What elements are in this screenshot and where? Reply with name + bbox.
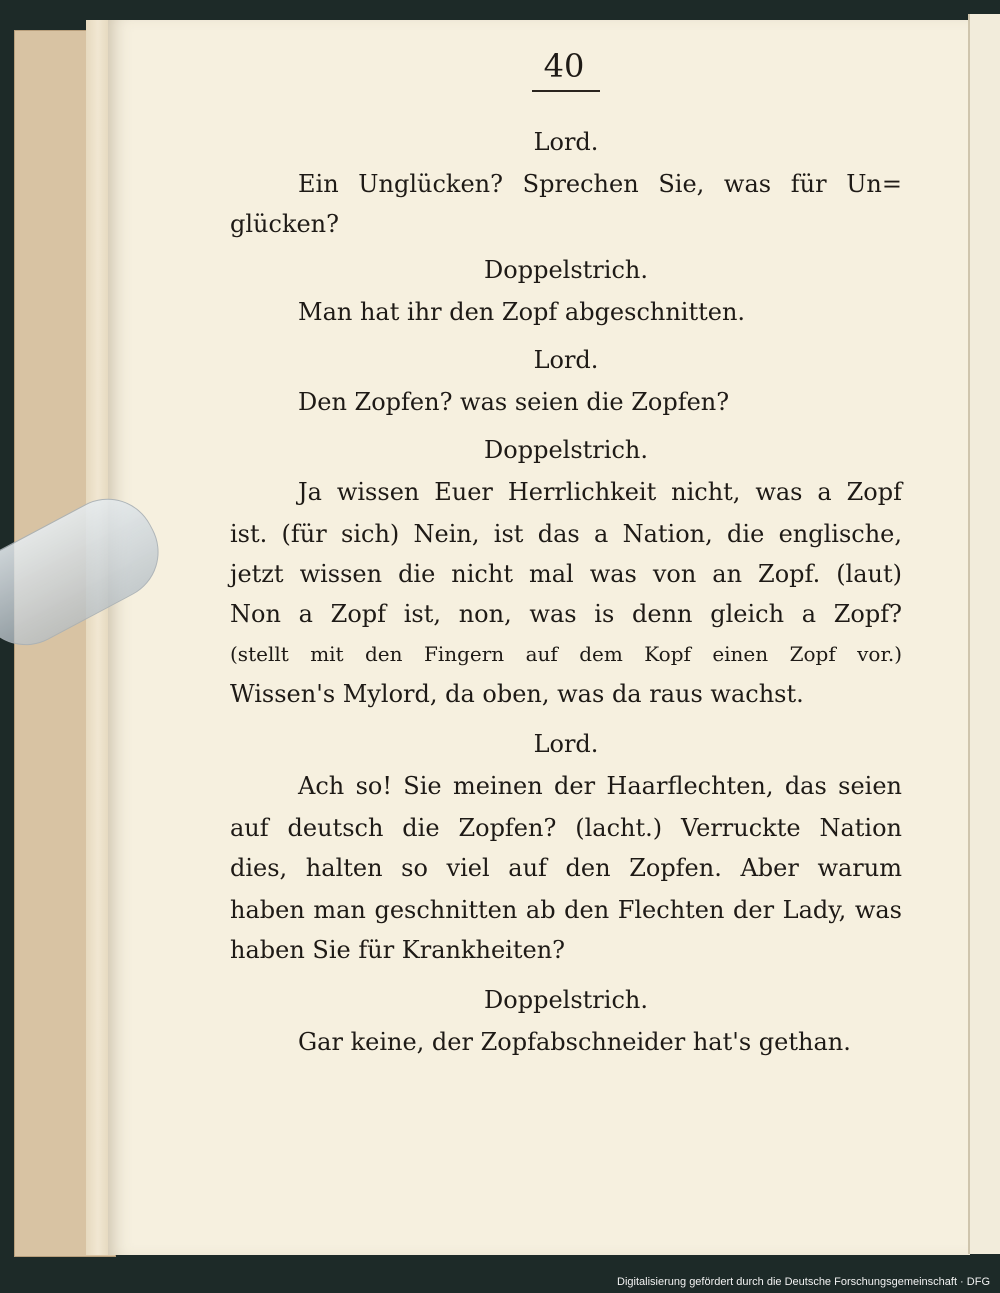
dialogue-line: jetzt wissen die nicht mal was von an Zopf. (laut) [230, 560, 902, 588]
dialogue-line: Den Zopfen? was seien die Zopfen? [298, 388, 730, 416]
speaker-label: Doppelstrich. [484, 436, 648, 464]
speaker-label: Lord. [533, 346, 599, 374]
dialogue-line: auf deutsch die Zopfen? (lacht.) Verruckte Nation [230, 814, 902, 842]
dialogue-line: Non a Zopf ist, non, was is denn gleich a Zopf? [230, 600, 902, 628]
dialogue-line: glücken? [230, 210, 340, 238]
speaker-label: Doppelstrich. [484, 986, 648, 1014]
speaker-label: Doppelstrich. [484, 256, 648, 284]
page-number-rule [532, 90, 600, 92]
dialogue-line: Ja wissen Euer Herrlichkeit nicht, was a Zopf [298, 478, 902, 506]
dialogue-line: dies, halten so viel auf den Zopfen. Aber warum [230, 854, 902, 882]
dialogue-line: haben Sie für Krankheiten? [230, 936, 566, 964]
speaker-label: Lord. [533, 730, 599, 758]
dialogue-line: ist. (für sich) Nein, ist das a Nation, die englische, [230, 520, 902, 548]
dialogue-line: Gar keine, der Zopfabschneider hat's gethan. [298, 1028, 851, 1056]
dialogue-line: Ach so! Sie meinen der Haarflechten, das seien [298, 772, 902, 800]
dialogue-line: Ein Unglücken? Sprechen Sie, was für Un= [298, 170, 902, 198]
dialogue-line: haben man geschnitten ab den Flechten der Lady, was [230, 896, 902, 924]
stage-direction: (stellt mit den Fingern auf dem Kopf einen Zopf vor.) [230, 642, 902, 666]
digitization-credit: Digitalisierung gefördert durch die Deutsche Forschungsgemeinschaft · DFG [617, 1271, 990, 1293]
dialogue-line: Man hat ihr den Zopf abgeschnitten. [298, 298, 746, 326]
dialogue-line: Wissen's Mylord, da oben, was da raus wachst. [230, 680, 804, 708]
page-number: 40 [543, 47, 585, 85]
speaker-label: Lord. [533, 128, 599, 156]
